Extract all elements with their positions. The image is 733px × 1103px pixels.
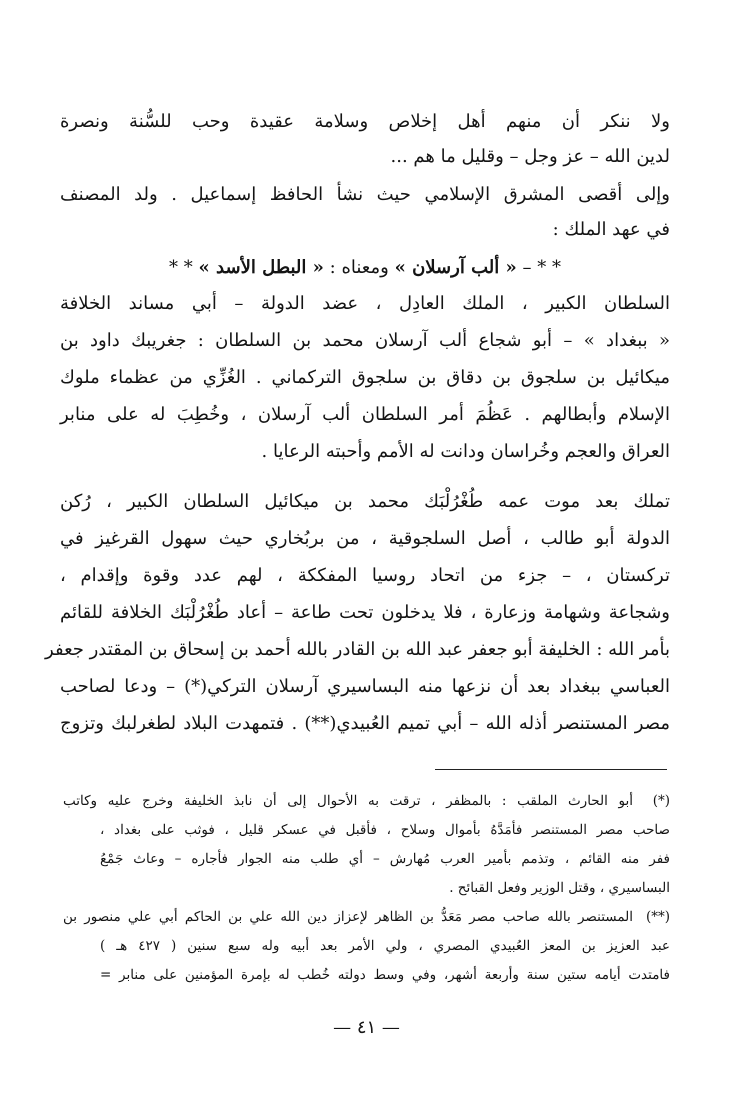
footnote2-line-3: فامتدت أيامه ستين سنة وأربعة أشهر، وفي وسط دولته خُطب له بإمرة المؤمنين على منابر =: [100, 967, 670, 983]
heading-title: « ألب آرسلان »: [394, 257, 517, 278]
footnote1-line-4: البساسيري ، وقتل الوزير وفعل القبائح .: [449, 880, 670, 896]
para4-line-5: بأمر الله : الخليفة أبو جعفر عبد الله بن القادر بالله أحمد بن إسحاق بن المقتدر جعفر: [45, 639, 670, 660]
para3-line-4: الإسلام وأبطالهم . عَظُمَ أمر السلطان ألب آرسلان ، وخُطِبَ له على منابر: [60, 404, 670, 425]
para3-line-2: « ببغداد » – أبو شجاع ألب آرسلان محمد بن السلطان : جغريبك داود بن: [60, 330, 670, 351]
footnote2-mark: (**): [645, 909, 670, 925]
para1-line-1: ولا ننكر أن منهم أهل إخلاص وسلامة عقيدة وحب للسُّنة ونصرة: [60, 111, 670, 132]
heading-meaning: « البطل الأسد »: [198, 257, 324, 278]
footnote2-line-2: عبد العزيز بن المعز العُبيدي المصري ، ولي الأمر بعد أبيه وله سبع سنين ( ٤٢٧ هـ ): [100, 938, 670, 954]
para3-line-5: العراق والعجم وخُراسان ودانت له الأمم وأحبته الرعايا .: [261, 441, 670, 462]
footnote1-line-1: أبو الحارث الملقب : بالمظفر ، ترقت به الأحوال إلى أن نابذ الخليفة وخرج عليه وكاتب: [63, 793, 633, 809]
para4-line-3: تركستان ، – جزء من اتحاد روسيا المفككة ، لهم عدد وقوة وإقدام ،: [60, 565, 670, 586]
para4-line-6: العباسي ببغداد بعد أن نزعها منه البساسيري آرسلان التركي(*) – ودعا لصاحب: [60, 676, 670, 697]
para3-line-3: ميكائيل بن سلجوق بن دقاق بن سلجوق التركماني . الغُزِّي من عظماء ملوك: [60, 367, 670, 388]
para4-line-4: وشجاعة وشهامة وزعارة ، فلا يدخلون تحت طاعة – أعاد طُغْرُلْبَك الخلافة للقائم: [60, 602, 670, 623]
para2-line-2: في عهد الملك :: [552, 219, 670, 240]
para4-line-1: تملك بعد موت عمه طُغْرُلْبَك محمد بن ميكائيل السلطان الكبير ، رُكن: [60, 491, 670, 512]
heading-stars-open: * * –: [522, 257, 561, 278]
footnote1-mark: (*): [652, 793, 670, 809]
footnote1-line-3: ففر منه القائم ، وتذمم بأمير العرب مُهارش – أي طلب منه الجوار فأجاره – وعاث جَمْعُ: [100, 851, 670, 867]
para2-line-1: وإلى أقصى المشرق الإسلامي حيث نشأ الحافظ إسماعيل . ولد المصنف: [60, 184, 670, 205]
para1-line-2: لدين الله – عز وجل – وقليل ما هم ...: [390, 146, 670, 167]
footnote2-line-1: المستنصر بالله صاحب مصر مَعَدُّ بن الظاهر لإعزاز دين الله علي بن الحاكم أبي علي منصور بن: [63, 909, 633, 925]
para4-line-7: مصر المستنصر أذله الله – أبي تميم العُبيدي(**) . فتمهدت البلاد لطغرلبك وتزوج: [60, 713, 670, 734]
para3-line-1: السلطان الكبير ، الملك العادِل ، عضد الدولة – أبي مساند الخلافة: [60, 293, 670, 314]
section-heading: [60, 256, 670, 280]
heading-stars-close: * *: [169, 257, 193, 278]
footnote1-line-2: صاحب مصر المستنصر فأمَدَّهُ بأموال وسلاح ، فأقبل في عسكر قليل ، فوثب على بغداد ،: [100, 822, 670, 838]
footnote-separator: [435, 769, 667, 770]
para4-line-2: الدولة أبو طالب ، أصل السلجوقية ، من بربُخاري حيث سهول القرغيز في: [60, 528, 670, 549]
page-number: — ٤١ —: [333, 1017, 400, 1038]
heading-meaning-label: ومعناه :: [329, 257, 389, 278]
